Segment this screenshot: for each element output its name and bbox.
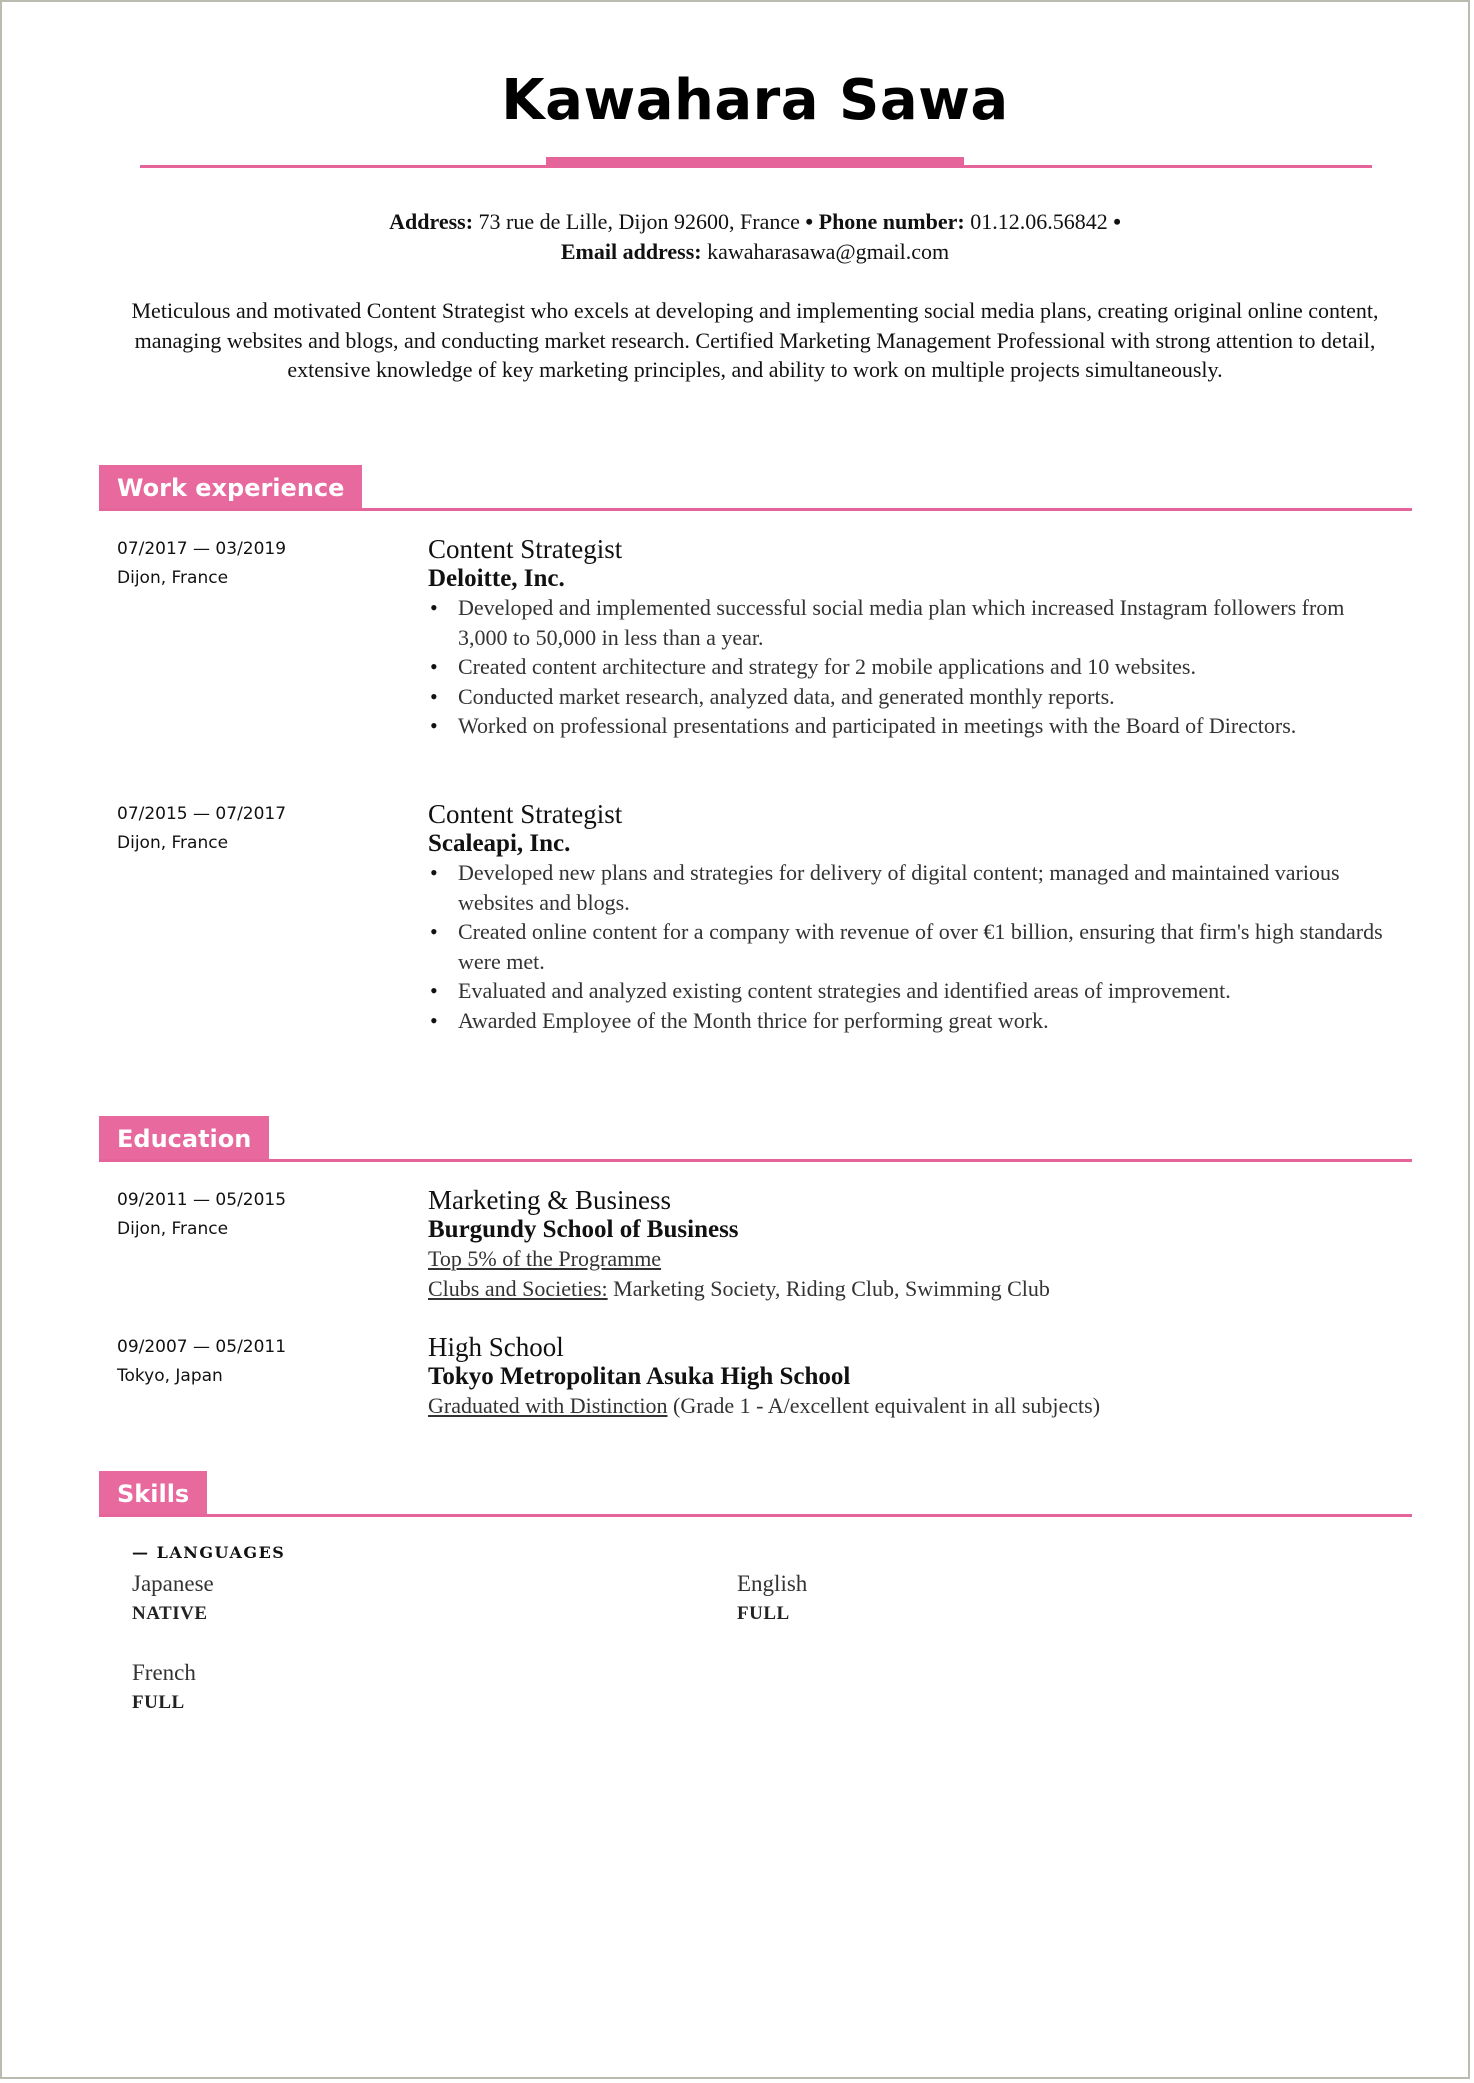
language-item (737, 1569, 807, 1628)
list-item: • Created content architecture and strategy for 2 mobile applications and 10 websites. (428, 652, 1388, 682)
education-entry-2 (428, 1333, 1388, 1421)
education-honor (428, 1244, 1388, 1274)
language-level: NATIVE (132, 1603, 208, 1624)
honor-text: Graduated with Distinction (428, 1393, 668, 1418)
clubs-value: Marketing Society, Riding Club, Swimming Club (607, 1275, 1050, 1301)
school-name: Tokyo Metropolitan Asuka High School (428, 1363, 851, 1390)
work-entry-2 (428, 800, 1388, 1035)
contact-line-1 (0, 209, 1474, 235)
list-item: • Awarded Employee of the Month thrice for performing great work. (428, 1006, 1388, 1036)
header-accent-bar (546, 157, 964, 168)
language-item (132, 1569, 214, 1628)
language-level: FULL (737, 1603, 790, 1624)
email-label: Email address: (560, 239, 702, 264)
list-item: • Evaluated and analyzed existing content strategies and identified areas of improvement. (428, 976, 1388, 1006)
list-item: • Developed and implemented successful social media plan which increased Instagram followers from 3,000 to 50,000 in less than a year. (428, 593, 1388, 652)
section-rule-education (99, 1159, 1412, 1162)
list-item: • Conducted market research, analyzed data, and generated monthly reports. (428, 682, 1388, 712)
work-dates: 07/2015 — 07/2017 (117, 804, 287, 824)
education-meta-2 (117, 1333, 286, 1391)
education-meta-1 (117, 1186, 286, 1244)
language-item (132, 1658, 196, 1717)
language-level: FULL (132, 1692, 185, 1713)
work-meta-1 (117, 535, 286, 593)
phone-label: Phone number: (818, 209, 965, 234)
section-heading-work: Work experience (99, 465, 362, 511)
candidate-name: Kawahara Sawa (501, 68, 1009, 133)
section-heading-education: Education (99, 1116, 269, 1162)
education-location: Dijon, France (117, 1219, 229, 1239)
contact-separator: • (1113, 209, 1121, 234)
degree-title: Marketing & Business (428, 1185, 671, 1215)
list-item: • Created online content for a company with revenue of over €1 billion, ensuring that firm's high standards were met. (428, 917, 1388, 976)
contact-separator: • (805, 209, 814, 234)
work-bullets (428, 593, 1388, 741)
degree-title: High School (428, 1332, 564, 1362)
languages-heading: — LANGUAGES (132, 1543, 286, 1562)
work-dates: 07/2017 — 03/2019 (117, 539, 287, 559)
contact-line-2 (0, 239, 1474, 265)
list-item: • Worked on professional presentations and participated in meetings with the Board of Directors. (428, 711, 1388, 741)
language-name: Japanese (132, 1571, 214, 1596)
company-name: Deloitte, Inc. (428, 565, 565, 592)
work-entry-1 (428, 535, 1388, 741)
honor-detail: (Grade 1 - A/excellent equivalent in all subjects) (667, 1393, 1101, 1418)
work-location: Dijon, France (117, 833, 229, 853)
clubs-label: Clubs and Societies: (428, 1275, 608, 1301)
education-dates: 09/2011 — 05/2015 (117, 1190, 287, 1210)
education-dates: 09/2007 — 05/2011 (117, 1337, 287, 1357)
school-name: Burgundy School of Business (428, 1216, 739, 1243)
email-value: kawaharasawa@gmail.com (707, 239, 950, 264)
address-label: Address: (389, 209, 474, 234)
education-clubs (428, 1274, 1388, 1304)
language-name: French (132, 1660, 196, 1685)
education-honor (428, 1391, 1388, 1421)
job-title: Content Strategist (428, 799, 623, 829)
section-rule-work (99, 508, 1412, 511)
work-bullets (428, 858, 1388, 1035)
address-value: 73 rue de Lille, Dijon 92600, France (478, 209, 800, 234)
job-title: Content Strategist (428, 534, 623, 564)
education-location: Tokyo, Japan (117, 1366, 223, 1386)
honor-text: Top 5% of the Programme (428, 1246, 662, 1271)
work-location: Dijon, France (117, 568, 229, 588)
section-rule-skills (99, 1514, 1412, 1517)
list-item: • Developed new plans and strategies for delivery of digital content; managed and maintained various websites and blogs. (428, 858, 1388, 917)
section-heading-skills: Skills (99, 1471, 207, 1517)
work-meta-2 (117, 800, 286, 858)
language-name: English (737, 1571, 808, 1596)
phone-value: 01.12.06.56842 (970, 209, 1108, 234)
education-entry-1 (428, 1186, 1388, 1303)
professional-summary: Meticulous and motivated Content Strategist who excels at developing and implementing social media plans, creating original online content, managing websites and blogs, and conducting market research. Certified Marketing Management Professional with strong attention to detail, extensive knowledge of key marketing principles, and ability to work on multiple projects simultaneously. (131, 298, 1379, 382)
company-name: Scaleapi, Inc. (428, 830, 571, 857)
